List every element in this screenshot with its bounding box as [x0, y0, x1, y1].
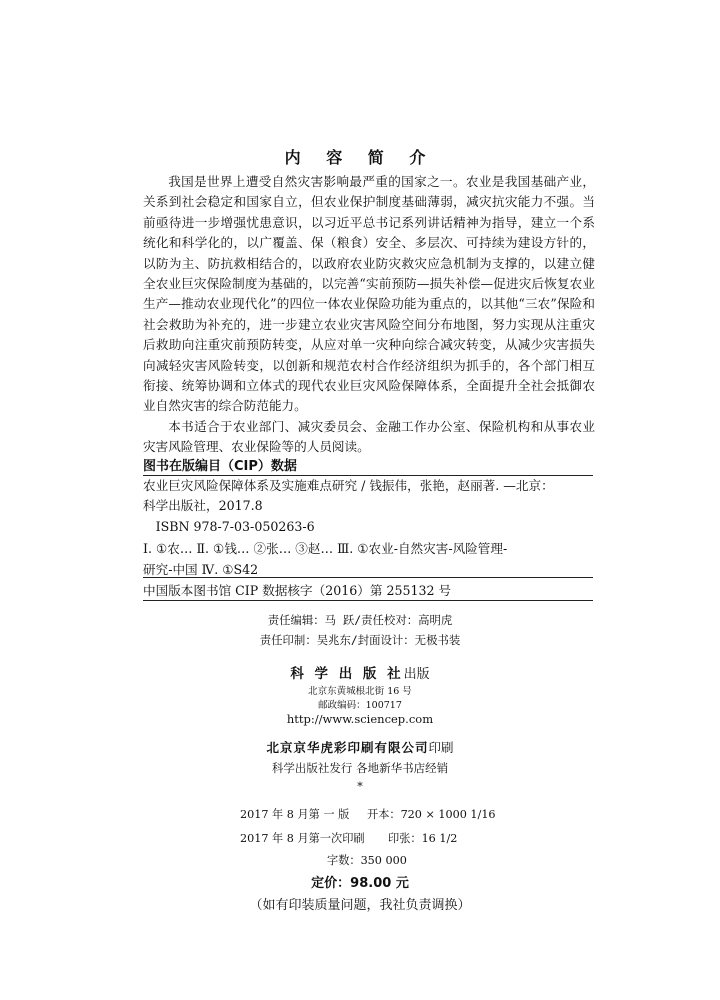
intro-paragraph-1: 我国是世界上遭受自然灾害影响最严重的国家之一。农业是我国基础产业，关系到社会稳定和国家自立，但农业保护制度基础薄弱，减灾抗灾能力不强。当前亟待进一步增强忧患意识，以习近平总书记系列讲话精神为指导，建立一个系统化和科学化的，以广覆盖、保（粮食）安全、多层次、可持续为建设方针的，以防为主、防抗救相结合的，以政府农业防灾救灾应急机制为支撑的，以建立健全农业巨灾保险制度为基础的，以完善“实前预防—损失补偿—促进灾后恢复农业生产—推动农业现代化”的四位一体农业保险功能为重点的，以其他“三农”保险和社会救助为补充的，进一步建立农业灾害风险空间分布地图，努力实现从注重灾后救助向注重灾前预防转变，从应对单一灾种向综合减灾转变，从减少灾害损失向减轻灾害风险转变，以创新和规范农村合作经济组织为抓手的，各个部门相互衔接、统筹协调和立体式的现代农业巨灾风险保障体系，全面提升全社会抵御农业自然灾害的综合防范能力。 — [143, 174, 595, 414]
publisher-address: 北京东黄城根北街 16 号 — [308, 686, 412, 697]
price-label: 定价： — [311, 876, 351, 891]
separator-asterisk: * — [357, 779, 363, 793]
page-title: 内 容 简 介 — [284, 148, 436, 167]
sheets-line: 印张：16 1/2 — [388, 832, 458, 845]
cip-classification-line-2: 研究-中国 Ⅳ. ①S42 — [143, 561, 259, 577]
publisher-name — [0, 662, 720, 682]
price-line — [0, 872, 720, 891]
cip-title-line: 农业巨灾风险保障体系及实施难点研究 / 钱振伟，张艳，赵丽著. —北京： — [143, 478, 554, 493]
publisher-name-text: 科 学 出 版 社 — [290, 666, 404, 682]
quality-notice: （如有印装质量问题，我社负责调换） — [249, 898, 471, 913]
wordcount-line: 字数：350 000 — [327, 854, 407, 867]
distribution-line: 科学出版社发行 各地新华书店经销 — [271, 761, 449, 775]
publisher-website: http://www.sciencep.com — [286, 712, 434, 726]
cip-record — [143, 476, 593, 580]
printer-name-text: 北京京华虎彩印刷有限公司 — [266, 740, 429, 755]
publisher-suffix: 出版 — [403, 667, 430, 682]
production-line: 责任印制：吴兆东/封面设计：无极书装 — [259, 633, 461, 647]
printer-suffix: 印刷 — [428, 740, 454, 755]
price-value: 98.00 元 — [350, 876, 409, 891]
cip-bottom-rule — [143, 600, 593, 601]
introduction — [143, 172, 595, 458]
cip-publisher-line: 科学出版社，2017.8 — [143, 498, 263, 514]
publisher-postcode: 邮政编码：100717 — [318, 700, 402, 711]
edition-line: 2017 年 8 月第 一 版 — [240, 808, 350, 821]
printer-name — [0, 738, 720, 756]
cip-heading: 图书在版编目（CIP）数据 — [143, 459, 297, 474]
cip-classification-line-1: Ⅰ. ①农… Ⅱ. ①钱… ②张… ③赵… Ⅲ. ①农业-自然灾害-风险管理- — [143, 541, 508, 557]
cip-verification-number: 中国版本图书馆 CIP 数据核字（2016）第 255132 号 — [143, 583, 452, 598]
intro-paragraph-2: 本书适合于农业部门、减灾委员会、金融工作办公室、保险机构和从事农业灾害风险管理、农业保险等的人员阅读。 — [143, 418, 595, 455]
cip-isbn: ISBN 978-7-03-050263-6 — [155, 518, 315, 534]
format-line: 开本：720 × 1000 1/16 — [367, 808, 496, 821]
cip-mid-rule — [143, 577, 593, 578]
printing-line: 2017 年 8 月第一次印刷 — [240, 832, 365, 845]
editor-line: 责任编辑：马 跃/责任校对：高明虎 — [267, 613, 453, 627]
